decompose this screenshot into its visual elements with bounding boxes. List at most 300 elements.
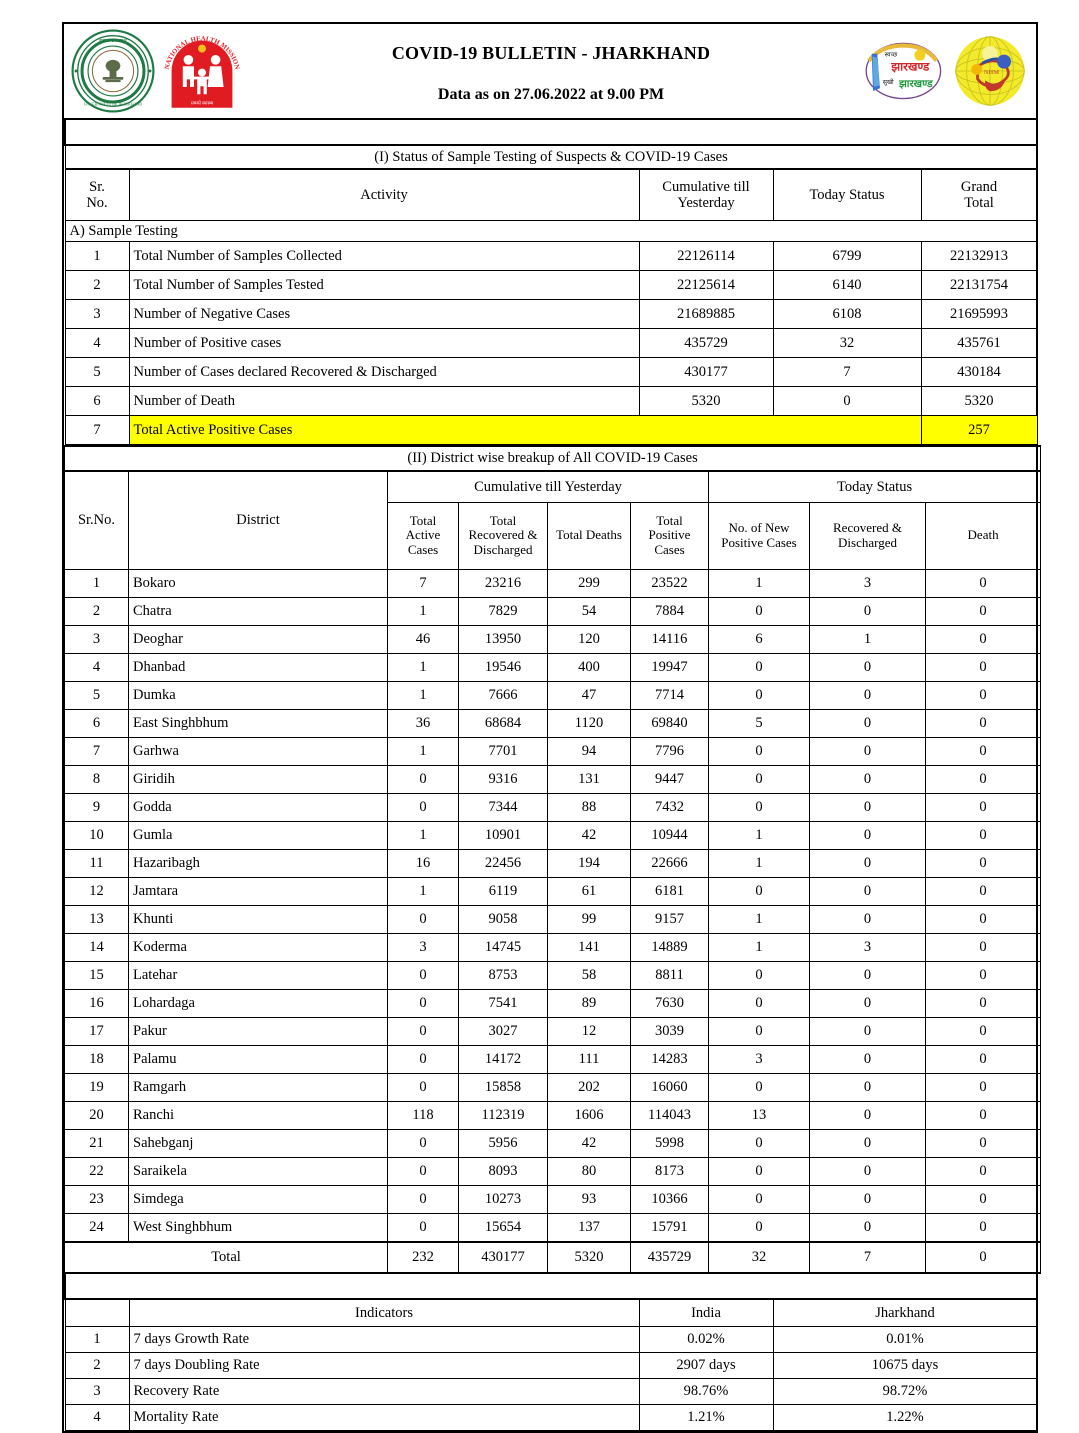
district-positive-cases: 23522: [631, 569, 709, 597]
district-active-cases: 1: [388, 653, 459, 681]
district-name: Deoghar: [129, 625, 388, 653]
district-sr: 17: [65, 1017, 129, 1045]
district-today-recovered: 0: [810, 1101, 926, 1129]
total-active-positive-cases-row: [65, 416, 1037, 445]
district-name: Latehar: [129, 961, 388, 989]
district-sr: 15: [65, 961, 129, 989]
row-activity: Number of Positive cases: [129, 329, 639, 358]
district-name: Chatra: [129, 597, 388, 625]
district-today-recovered: 0: [810, 961, 926, 989]
group-today-status: Today Status: [709, 471, 1041, 503]
section1-header-row: [65, 169, 1037, 221]
table-row: [65, 271, 1037, 300]
district-recovered: 68684: [459, 709, 548, 737]
row-activity: Number of Death: [129, 387, 639, 416]
table-row: [65, 681, 1041, 709]
district-total-row: [65, 1242, 1041, 1273]
row-grand-total: 257: [921, 416, 1037, 445]
district-recovered: 22456: [459, 849, 548, 877]
district-today-death: 0: [926, 793, 1041, 821]
district-positive-cases: 14283: [631, 1045, 709, 1073]
district-sr: 3: [65, 625, 129, 653]
spacer-row: [65, 1274, 1037, 1299]
col-activity: Activity: [129, 169, 639, 221]
left-logo-group: [70, 28, 242, 114]
district-deaths: 400: [548, 653, 631, 681]
district-name: Pakur: [129, 1017, 388, 1045]
row-activity: Total Number of Samples Tested: [129, 271, 639, 300]
district-deaths: 42: [548, 821, 631, 849]
district-today-recovered: 0: [810, 737, 926, 765]
row-sr: 1: [65, 242, 129, 271]
indicator-sr: 2: [65, 1352, 129, 1378]
row-cumulative: 430177: [639, 358, 773, 387]
district-new-positive: 1: [709, 821, 810, 849]
district-today-recovered: 0: [810, 1073, 926, 1101]
indicators-sr-header: [65, 1299, 129, 1327]
district-today-recovered: 3: [810, 569, 926, 597]
district-today-recovered: 0: [810, 1213, 926, 1242]
district-positive-cases: 7630: [631, 989, 709, 1017]
district-active-cases: 0: [388, 1129, 459, 1157]
district-today-death: 0: [926, 653, 1041, 681]
indicator-name: 7 days Doubling Rate: [129, 1352, 639, 1378]
district-deaths: 111: [548, 1045, 631, 1073]
district-recovered: 15858: [459, 1073, 548, 1101]
col-total-deaths: Total Deaths: [548, 502, 631, 569]
district-sr: 1: [65, 569, 129, 597]
section1-title-row: [65, 145, 1037, 169]
col-total-positive-cases: Total Positive Cases: [631, 502, 709, 569]
district-today-recovered: 0: [810, 877, 926, 905]
table-row: [65, 989, 1041, 1017]
district-recovered: 112319: [459, 1101, 548, 1129]
district-positive-cases: 7714: [631, 681, 709, 709]
district-today-death: 0: [926, 569, 1041, 597]
district-name: Dhanbad: [129, 653, 388, 681]
district-today-recovered: 0: [810, 849, 926, 877]
district-recovered: 8093: [459, 1157, 548, 1185]
sample-testing-subheading-row: [65, 221, 1037, 242]
indicator-jharkhand: 10675 days: [773, 1352, 1037, 1378]
district-positive-cases: 22666: [631, 849, 709, 877]
district-new-positive: 0: [709, 597, 810, 625]
district-today-death: 0: [926, 1017, 1041, 1045]
district-new-positive: 0: [709, 681, 810, 709]
district-today-death: 0: [926, 821, 1041, 849]
indicator-name: Mortality Rate: [129, 1404, 639, 1430]
table-row: [65, 1045, 1041, 1073]
district-active-cases: 1: [388, 597, 459, 625]
indicator-jharkhand: 0.01%: [773, 1326, 1037, 1352]
swachh-jharkhand-logo: [860, 40, 944, 102]
district-name: Gumla: [129, 821, 388, 849]
row-today: 6799: [773, 242, 921, 271]
row-sr: 7: [65, 416, 129, 445]
group-cumulative-till-yesterday: Cumulative till Yesterday: [388, 471, 709, 503]
col-india: India: [639, 1299, 773, 1327]
table-row: [65, 1404, 1037, 1430]
district-name: Simdega: [129, 1185, 388, 1213]
district-new-positive: 0: [709, 1073, 810, 1101]
table-row: [65, 1101, 1041, 1129]
district-sr: 7: [65, 737, 129, 765]
district-positive-cases: 7432: [631, 793, 709, 821]
district-sr: 22: [65, 1157, 129, 1185]
district-name: Ramgarh: [129, 1073, 388, 1101]
district-sr: 13: [65, 905, 129, 933]
svg-text:झारखण्ड: झारखण्ड: [891, 60, 930, 74]
district-positive-cases: 5998: [631, 1129, 709, 1157]
col-jharkhand: Jharkhand: [773, 1299, 1037, 1327]
district-sr: 14: [65, 933, 129, 961]
district-recovered: 23216: [459, 569, 548, 597]
district-today-death: 0: [926, 877, 1041, 905]
national-health-mission-logo: [162, 31, 242, 111]
table-row: [65, 821, 1041, 849]
district-today-death: 0: [926, 1157, 1041, 1185]
district-new-positive: 0: [709, 737, 810, 765]
indicator-jharkhand: 98.72%: [773, 1378, 1037, 1404]
district-today-death: 0: [926, 1185, 1041, 1213]
table-row: [65, 1326, 1037, 1352]
district-today-recovered: 0: [810, 1185, 926, 1213]
row-today: 6108: [773, 300, 921, 329]
district-deaths: 61: [548, 877, 631, 905]
district-today-recovered: 0: [810, 765, 926, 793]
row-grand-total: 22131754: [921, 271, 1037, 300]
row-activity: Total Number of Samples Collected: [129, 242, 639, 271]
svg-text:GOVERNMENT OF JHARKHAND: GOVERNMENT OF JHARKHAND: [83, 101, 143, 107]
col-sr-no: Sr.No.: [65, 471, 129, 570]
row-today: 32: [773, 329, 921, 358]
district-active-cases: 0: [388, 793, 459, 821]
district-today-death: 0: [926, 1045, 1041, 1073]
total-today-recovered: 7: [810, 1242, 926, 1273]
row-today: 7: [773, 358, 921, 387]
total-positive: 435729: [631, 1242, 709, 1273]
indicator-india: 2907 days: [639, 1352, 773, 1378]
indicator-sr: 1: [65, 1326, 129, 1352]
col-total-recovered-discharged: Total Recovered & Discharged: [459, 502, 548, 569]
district-name: East Singhbhum: [129, 709, 388, 737]
district-new-positive: 13: [709, 1101, 810, 1129]
svg-text:झारखण्ड सरकार: झारखण्ड सरकार: [99, 38, 127, 44]
district-recovered: 3027: [459, 1017, 548, 1045]
table-row: [65, 1017, 1041, 1045]
district-positive-cases: 7884: [631, 597, 709, 625]
district-today-death: 0: [926, 597, 1041, 625]
district-sr: 23: [65, 1185, 129, 1213]
district-today-death: 0: [926, 765, 1041, 793]
district-today-death: 0: [926, 989, 1041, 1017]
district-deaths: 94: [548, 737, 631, 765]
district-active-cases: 0: [388, 765, 459, 793]
district-active-cases: 36: [388, 709, 459, 737]
district-name: Garhwa: [129, 737, 388, 765]
district-new-positive: 0: [709, 765, 810, 793]
district-name: Bokaro: [129, 569, 388, 597]
district-positive-cases: 14889: [631, 933, 709, 961]
district-deaths: 12: [548, 1017, 631, 1045]
district-active-cases: 118: [388, 1101, 459, 1129]
row-grand-total: 5320: [921, 387, 1037, 416]
district-deaths: 120: [548, 625, 631, 653]
district-recovered: 7344: [459, 793, 548, 821]
district-active-cases: 0: [388, 1185, 459, 1213]
district-today-death: 0: [926, 849, 1041, 877]
district-name: Ranchi: [129, 1101, 388, 1129]
row-sr: 6: [65, 387, 129, 416]
district-recovered: 7666: [459, 681, 548, 709]
district-deaths: 99: [548, 905, 631, 933]
district-deaths: 131: [548, 765, 631, 793]
district-new-positive: 0: [709, 1129, 810, 1157]
district-active-cases: 0: [388, 1045, 459, 1073]
district-deaths: 194: [548, 849, 631, 877]
col-today-status: Today Status: [773, 169, 921, 221]
indicator-name: 7 days Growth Rate: [129, 1326, 639, 1352]
district-sr: 9: [65, 793, 129, 821]
district-today-death: 0: [926, 961, 1041, 989]
district-sr: 4: [65, 653, 129, 681]
district-active-cases: 0: [388, 1213, 459, 1242]
district-sr: 11: [65, 849, 129, 877]
district-today-recovered: 0: [810, 1129, 926, 1157]
district-sr: 16: [65, 989, 129, 1017]
district-today-recovered: 0: [810, 653, 926, 681]
district-deaths: 47: [548, 681, 631, 709]
district-sr: 18: [65, 1045, 129, 1073]
district-new-positive: 0: [709, 1185, 810, 1213]
district-positive-cases: 9447: [631, 765, 709, 793]
indicator-jharkhand: 1.22%: [773, 1404, 1037, 1430]
table-row: [65, 1352, 1037, 1378]
col-recovered-discharged-today: Recovered & Discharged: [810, 502, 926, 569]
table-row: [65, 329, 1037, 358]
district-recovered: 7541: [459, 989, 548, 1017]
nhm-globe-logo: [950, 32, 1030, 110]
table-row: [65, 1185, 1041, 1213]
district-active-cases: 3: [388, 933, 459, 961]
district-new-positive: 1: [709, 905, 810, 933]
district-name: Giridih: [129, 765, 388, 793]
district-active-cases: 1: [388, 737, 459, 765]
col-total-active-cases: Total Active Cases: [388, 502, 459, 569]
row-activity: Total Active Positive Cases: [129, 416, 921, 445]
row-cumulative: 22125614: [639, 271, 773, 300]
district-new-positive: 1: [709, 933, 810, 961]
svg-text:सुखी: सुखी: [882, 79, 894, 87]
row-activity: Number of Cases declared Recovered & Discharged: [129, 358, 639, 387]
district-recovered: 5956: [459, 1129, 548, 1157]
district-positive-cases: 10944: [631, 821, 709, 849]
table-row: [65, 933, 1041, 961]
jharkhand-government-emblem: [70, 28, 156, 114]
district-today-recovered: 0: [810, 1045, 926, 1073]
row-sr: 2: [65, 271, 129, 300]
table-row: [65, 597, 1041, 625]
col-death-today: Death: [926, 502, 1041, 569]
district-deaths: 58: [548, 961, 631, 989]
district-recovered: 9058: [459, 905, 548, 933]
document-header: [64, 24, 1036, 120]
district-today-recovered: 3: [810, 933, 926, 961]
district-name: Hazaribagh: [129, 849, 388, 877]
district-recovered: 19546: [459, 653, 548, 681]
district-recovered: 8753: [459, 961, 548, 989]
district-new-positive: 0: [709, 653, 810, 681]
district-recovered: 6119: [459, 877, 548, 905]
district-new-positive: 6: [709, 625, 810, 653]
row-cumulative: 5320: [639, 387, 773, 416]
district-deaths: 93: [548, 1185, 631, 1213]
district-name: Dumka: [129, 681, 388, 709]
district-new-positive: 0: [709, 961, 810, 989]
district-today-death: 0: [926, 681, 1041, 709]
col-sr-no: Sr. No.: [65, 169, 129, 221]
indicator-india: 98.76%: [639, 1378, 773, 1404]
district-active-cases: 0: [388, 961, 459, 989]
right-logo-group: [860, 32, 1030, 110]
district-positive-cases: 69840: [631, 709, 709, 737]
table-row: [65, 793, 1041, 821]
district-positive-cases: 19947: [631, 653, 709, 681]
district-name: Lohardaga: [129, 989, 388, 1017]
row-sr: 5: [65, 358, 129, 387]
col-district: District: [129, 471, 388, 570]
district-recovered: 10901: [459, 821, 548, 849]
district-recovered: 14172: [459, 1045, 548, 1073]
table-row: [65, 709, 1041, 737]
district-active-cases: 1: [388, 821, 459, 849]
district-today-death: 0: [926, 933, 1041, 961]
row-grand-total: 435761: [921, 329, 1037, 358]
district-recovered: 14745: [459, 933, 548, 961]
section2-group-header-row: [65, 471, 1041, 503]
district-deaths: 137: [548, 1213, 631, 1242]
table-row: [65, 358, 1037, 387]
table-row: [65, 387, 1037, 416]
district-today-recovered: 0: [810, 597, 926, 625]
district-today-death: 0: [926, 709, 1041, 737]
indicator-name: Recovery Rate: [129, 1378, 639, 1404]
district-new-positive: 0: [709, 793, 810, 821]
district-today-death: 0: [926, 625, 1041, 653]
district-name: Khunti: [129, 905, 388, 933]
district-today-recovered: 0: [810, 1017, 926, 1045]
indicators-table: [64, 1274, 1038, 1431]
district-deaths: 80: [548, 1157, 631, 1185]
district-today-death: 0: [926, 737, 1041, 765]
svg-text:NHM: NHM: [983, 69, 1000, 77]
district-active-cases: 0: [388, 905, 459, 933]
table-row: [65, 625, 1041, 653]
district-active-cases: 7: [388, 569, 459, 597]
district-positive-cases: 10366: [631, 1185, 709, 1213]
district-positive-cases: 114043: [631, 1101, 709, 1129]
district-deaths: 89: [548, 989, 631, 1017]
district-today-death: 0: [926, 1213, 1041, 1242]
col-new-positive-cases: No. of New Positive Cases: [709, 502, 810, 569]
svg-text:स्वच्छ: स्वच्छ: [884, 51, 898, 59]
table-row: [65, 300, 1037, 329]
district-new-positive: 1: [709, 569, 810, 597]
district-recovered: 9316: [459, 765, 548, 793]
section2-title: (II) District wise breakup of All COVID-19 Cases: [65, 446, 1041, 470]
table-row: [65, 1213, 1041, 1242]
row-cumulative: 22126114: [639, 242, 773, 271]
sample-testing-table: [64, 120, 1038, 445]
table-row: [65, 1073, 1041, 1101]
table-row: [65, 569, 1041, 597]
title-block: [242, 39, 860, 104]
total-label: Total: [65, 1242, 388, 1273]
row-grand-total: 22132913: [921, 242, 1037, 271]
district-deaths: 1120: [548, 709, 631, 737]
district-positive-cases: 8173: [631, 1157, 709, 1185]
district-sr: 5: [65, 681, 129, 709]
row-grand-total: 21695993: [921, 300, 1037, 329]
district-name: Godda: [129, 793, 388, 821]
indicator-sr: 4: [65, 1404, 129, 1430]
table-row: [65, 653, 1041, 681]
district-today-recovered: 0: [810, 821, 926, 849]
district-today-recovered: 0: [810, 681, 926, 709]
district-recovered: 10273: [459, 1185, 548, 1213]
district-sr: 2: [65, 597, 129, 625]
district-active-cases: 0: [388, 1017, 459, 1045]
table-row: [65, 1157, 1041, 1185]
district-deaths: 54: [548, 597, 631, 625]
district-today-recovered: 0: [810, 709, 926, 737]
district-sr: 6: [65, 709, 129, 737]
district-positive-cases: 3039: [631, 1017, 709, 1045]
district-active-cases: 0: [388, 1073, 459, 1101]
bulletin-document: [62, 22, 1038, 1433]
row-cumulative: 21689885: [639, 300, 773, 329]
district-recovered: 15654: [459, 1213, 548, 1242]
total-new-positive: 32: [709, 1242, 810, 1273]
district-new-positive: 0: [709, 877, 810, 905]
district-recovered: 7701: [459, 737, 548, 765]
district-positive-cases: 8811: [631, 961, 709, 989]
district-today-death: 0: [926, 905, 1041, 933]
district-new-positive: 3: [709, 1045, 810, 1073]
district-today-recovered: 0: [810, 989, 926, 1017]
table-row: [65, 765, 1041, 793]
district-new-positive: 1: [709, 849, 810, 877]
indicator-india: 0.02%: [639, 1326, 773, 1352]
table-row: [65, 1129, 1041, 1157]
district-positive-cases: 9157: [631, 905, 709, 933]
spacer-row: [65, 120, 1037, 145]
district-today-death: 0: [926, 1073, 1041, 1101]
district-recovered: 7829: [459, 597, 548, 625]
district-today-recovered: 0: [810, 905, 926, 933]
page-subtitle: Data as on 27.06.2022 at 9.00 PM: [437, 85, 665, 103]
section1-title: (I) Status of Sample Testing of Suspects & COVID-19 Cases: [65, 145, 1037, 169]
section2-title-row: [65, 446, 1041, 470]
indicator-india: 1.21%: [639, 1404, 773, 1430]
district-positive-cases: 6181: [631, 877, 709, 905]
district-new-positive: 0: [709, 1157, 810, 1185]
table-row: [65, 961, 1041, 989]
district-deaths: 202: [548, 1073, 631, 1101]
indicators-header-row: [65, 1299, 1037, 1327]
district-new-positive: 0: [709, 1017, 810, 1045]
table-row: [65, 1378, 1037, 1404]
